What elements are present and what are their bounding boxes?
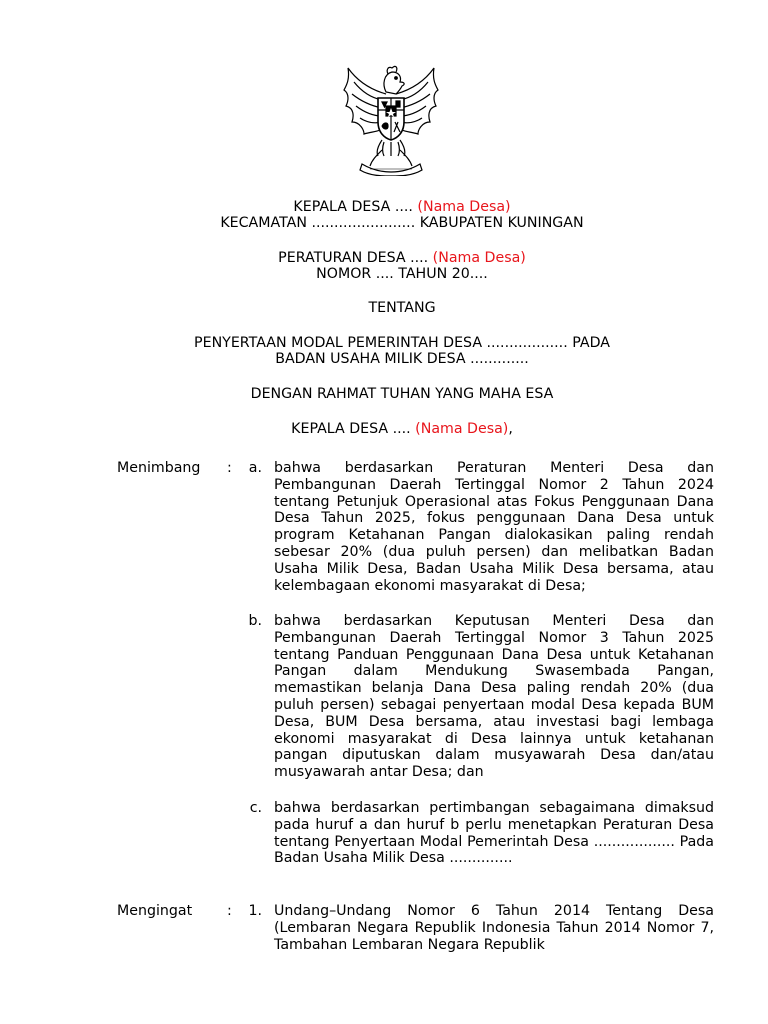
legal-basis-1: Undang–Undang Nomor 6 Tahun 2014 Tentang Desa (Lembaran Negara Republik Indonesia Tahun 2014 Nomor 7, Tambahan Lembaran Negara Republik (274, 903, 714, 953)
heading-head-of-village-closing: KEPALA DESA .... (Nama Desa), (291, 421, 513, 437)
heading-regulation: PERATURAN DESA .... (Nama Desa) (278, 250, 526, 266)
section-colon: : (227, 460, 232, 476)
section-label-mengingat: Mengingat (117, 903, 193, 919)
consideration-b: bahwa berdasarkan Keputusan Menteri Desa dan Pembangunan Daerah Tertinggal Nomor 3 Tahun 2025 tentang Panduan Penggunaan Dana Desa untuk Ketahanan Pangan dalam Mendukung Swasembada Pangan, memastikan belanja Dana Desa paling rendah 20% (dua puluh persen) sebagai penyertaan modal Desa kepada BUM Desa, BUM Desa bersama, atau investasi bagi lembaga ekonomi masyarakat di Desa lainnya untuk ketahanan pangan diputuskan dalam musyawarah Desa dan/atau musyawarah antar Desa; dan (274, 613, 714, 781)
heading-about: TENTANG (368, 300, 436, 316)
grace-statement: DENGAN RAHMAT TUHAN YANG MAHA ESA (250, 386, 554, 402)
list-marker: c. (249, 800, 262, 816)
village-name-placeholder: (Nama Desa) (417, 199, 511, 215)
heading-head-of-village: KEPALA DESA .... (Nama Desa) (293, 199, 511, 215)
village-name-placeholder: (Nama Desa) (415, 421, 509, 437)
consideration-a: bahwa berdasarkan Peraturan Menteri Desa dan Pembangunan Daerah Tertinggal Nomor 2 Tahun 2024 tentang Petunjuk Operasional atas Fokus Penggunaan Dana Desa Tahun 2025, fokus penggunaan Dana Desa untuk program Ketahanan Pangan dialokasikan paling rendah sebesar 20% (dua puluh persen) dan melibatkan Badan Usaha Milik Desa, Badan Usaha Milik Desa bersama, atau kelembagaan ekonomi masyarakat di Desa; (274, 460, 714, 594)
heading-district-regency: KECAMATAN ....................... KABUPATEN KUNINGAN (220, 215, 584, 231)
section-colon: : (227, 903, 232, 919)
consideration-c: bahwa berdasarkan pertimbangan sebagaimana dimaksud pada huruf a dan huruf b perlu menetapkan Peraturan Desa tentang Penyertaan Modal Pemerintah Desa .................. Pada Badan Usaha Milik Desa .............. (274, 800, 714, 867)
list-marker: b. (248, 613, 262, 629)
garuda-pancasila-emblem (342, 60, 440, 176)
village-name-placeholder: (Nama Desa) (432, 250, 526, 266)
section-label-menimbang: Menimbang (117, 460, 201, 476)
subject-line-2: BADAN USAHA MILIK DESA ............. (275, 351, 529, 367)
heading-number-year: NOMOR .... TAHUN 20.... (316, 266, 488, 282)
list-marker: 1. (248, 903, 262, 919)
subject-line-1: PENYERTAAN MODAL PEMERINTAH DESA .................. PADA (194, 335, 610, 351)
list-marker: a. (248, 460, 262, 476)
